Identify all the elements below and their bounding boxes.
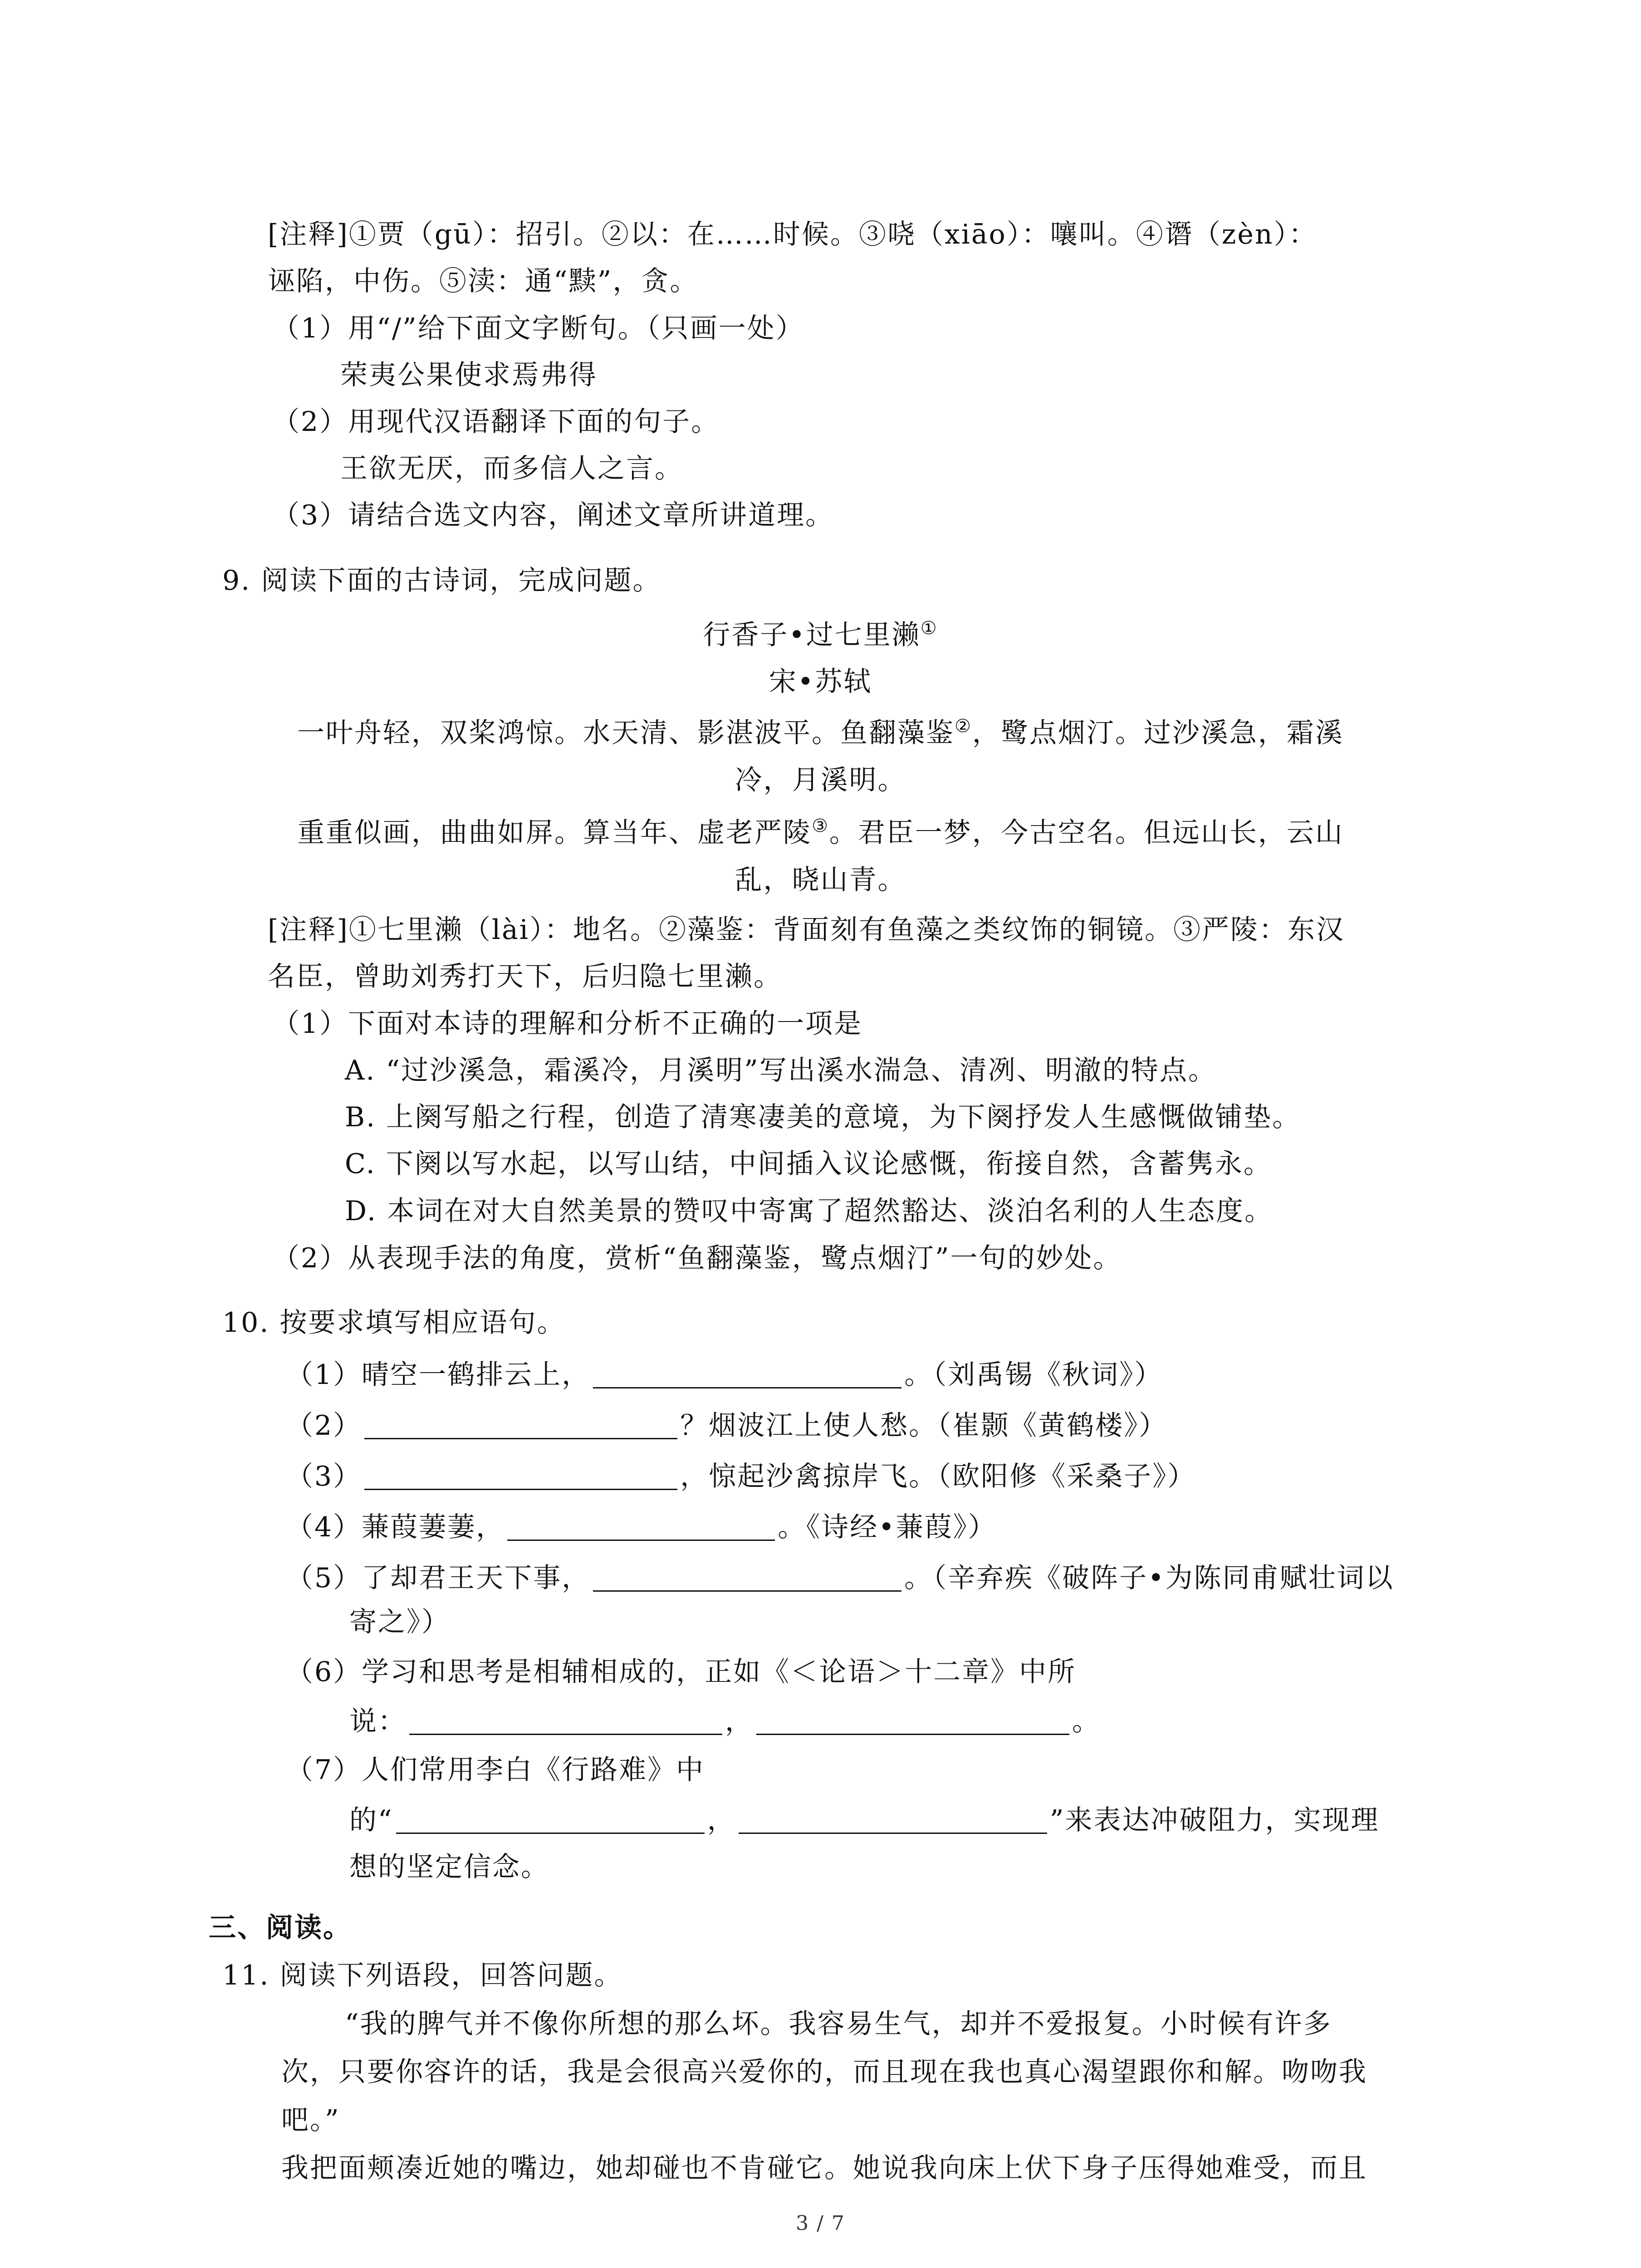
poem-stanza2-line2: 乱，晓山青。 [735,864,906,896]
q10-item7-line1: （7）人们常用李白《行路难》中 [286,1754,705,1786]
q10-item3: （3） ，惊起沙禽掠岸飞。（欧阳修《采桑子》） [286,1461,1196,1492]
answer-blank[interactable] [593,1564,901,1592]
q10-item1: （1）晴空一鹤排云上， 。（刘禹锡《秋词》） [286,1359,1163,1391]
footnote-mark: ③ [812,816,829,836]
answer-blank[interactable] [756,1707,1069,1735]
q8-sub3: （3）请结合选文内容，阐述文章所讲道理。 [272,499,834,531]
option-d: D. 本词在对大自然美景的赞叹中寄寓了超然豁达、淡泊名利的人生态度。 [345,1195,1274,1227]
poem-stanza2-line1: 重重似画，曲曲如屏。算当年、虚老严陵③。君臣一梦，今古空名。但远山长，云山 [297,816,1344,849]
q10-item7-line2: 的“ ， ”来表达冲破阻力，实现理 [349,1804,1380,1836]
q11-stem: 11. 阅读下列语段，回答问题。 [222,1960,623,1991]
q10-item6-line1: （6）学习和思考是相辅相成的，正如《＜论语＞十二章》中所 [286,1656,1077,1688]
poem-stanza1-line2: 冷，月溪明。 [735,764,906,796]
q10-item5-cont: 寄之》） [349,1606,450,1638]
q10-item6-line2: 说： ， 。 [349,1706,1101,1737]
answer-blank[interactable] [507,1513,775,1541]
q9-note-line1: [注释]①七里濑（lài）：地名。②藻鉴：背面刻有鱼藻之类纹饰的铜镜。③严陵：东汉 [268,914,1345,946]
q10-item2: （2） ？烟波江上使人愁。（崔颢《黄鹤楼》） [286,1410,1168,1442]
q8-note-line2: 诬陷，中伤。⑤渎：通“黩”，贪。 [268,265,699,297]
q8-sub2: （2）用现代汉语翻译下面的句子。 [272,406,720,438]
option-a: A. “过沙溪急，霜溪冷，月溪明”写出溪水湍急、清冽、明澈的特点。 [345,1055,1217,1086]
q9-note-line2: 名臣，曾助刘秀打天下，后归隐七里濑。 [268,961,782,992]
answer-blank[interactable] [364,1412,677,1439]
footnote-mark: ① [920,618,938,639]
option-c: C. 下阕以写水起，以写山结，中间插入议论感慨，衔接自然，含蓄隽永。 [345,1148,1272,1180]
answer-blank[interactable] [739,1806,1047,1834]
answer-blank[interactable] [593,1361,901,1388]
poem-title: 行香子•过七里濑① [703,618,938,651]
page-number: 3 / 7 [796,2212,845,2235]
q10-item7-cont: 想的坚定信念。 [349,1851,549,1883]
footnote-mark: ② [955,716,972,737]
q9-sub2: （2）从表现手法的角度，赏析“鱼翻藻鉴，鹭点烟汀”一句的妙处。 [272,1242,1122,1274]
q10-item4: （4）蒹葭萋萋， 。《诗经•蒹葭》） [286,1511,997,1543]
q8-sub1: （1）用“/”给下面文字断句。（只画一处） [272,313,804,344]
q10-item5: （5）了却君王天下事， 。（辛弃疾《破阵子•为陈同甫赋壮词以 [286,1562,1394,1594]
q8-sub1-text: 荣夷公果使求焉弗得 [340,359,598,391]
q8-sub2-text: 王欲无厌，而多信人之言。 [340,453,683,484]
poem-stanza1-line1: 一叶舟轻，双桨鸿惊。水天清、影湛波平。鱼翻藻鉴②，鹭点烟汀。过沙溪急，霜溪 [297,716,1344,749]
q9-sub1: （1）下面对本诗的理解和分析不正确的一项是 [272,1008,863,1040]
poem-author: 宋•苏轼 [769,666,872,698]
q11-p2-line1: 我把面颊凑近她的嘴边，她却碰也不肯碰它。她说我向床上伏下身子压得她难受，而且 [281,2152,1367,2184]
q10-stem: 10. 按要求填写相应语句。 [222,1307,566,1339]
q8-note-line1: [注释]①贾（gū）：招引。②以：在……时候。③哓（xiāo）：嚷叫。④谮（zèn）： [268,219,1318,250]
q9-stem: 9. 阅读下面的古诗词，完成问题。 [222,565,661,596]
section3-title: 三、阅读。 [209,1912,352,1944]
answer-blank[interactable] [396,1806,705,1834]
option-b: B. 上阕写船之行程，创造了清寒凄美的意境，为下阕抒发人生感慨做铺垫。 [345,1101,1301,1133]
q11-p1-line2: 次，只要你容许的话，我是会很高兴爱你的，而且现在我也真心渴望跟你和解。吻吻我 [281,2056,1367,2088]
answer-blank[interactable] [409,1707,722,1735]
q11-p1-line3: 吧。” [281,2104,340,2136]
q11-p1-line1: “我的脾气并不像你所想的那么坏。我容易生气，却并不爱报复。小时候有许多 [345,2008,1332,2040]
answer-blank[interactable] [364,1462,677,1490]
